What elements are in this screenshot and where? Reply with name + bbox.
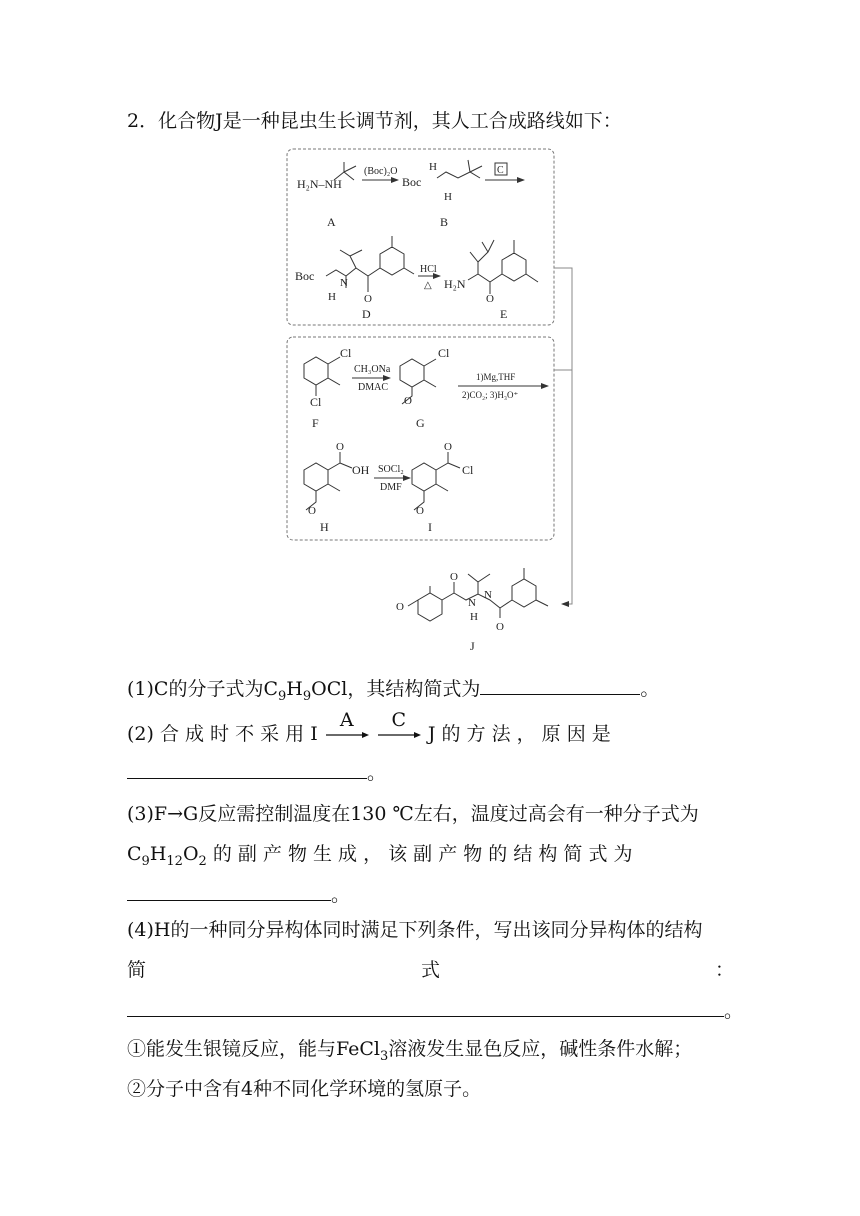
part-4-spread: 简 式 ： (127, 959, 734, 981)
answer-blank-4[interactable] (127, 998, 724, 1017)
part-4: (4)H的一种同分异构体同时满足下列条件，写出该同分异构体的结构 (127, 919, 703, 941)
structure-J (408, 568, 548, 621)
condition-2: ②分子中含有4种不同化学环境的氢原子。 (127, 1078, 482, 1100)
reagent-dmf: DMF (380, 482, 402, 493)
atom-n-J2: N (484, 589, 492, 601)
part-3-answer: 。 (127, 882, 734, 907)
label-I: I (428, 520, 432, 534)
atom-o-I2: O (416, 505, 424, 517)
atom-n-D: N (340, 277, 348, 289)
part-3: (3)F→G反应需控制温度在130 ℃左右，温度过高会有一种分子式为 (127, 803, 699, 825)
atom-o-D: O (364, 293, 372, 305)
atom-o-J1: O (396, 601, 404, 613)
label-D: D (362, 307, 371, 321)
structure-E (468, 240, 538, 294)
question-title: 2．化合物J是一种昆虫生长调节剂，其人工合成路线如下： (127, 110, 622, 132)
atom-cl-F2: Cl (310, 395, 322, 409)
reagent-C: C (497, 165, 504, 176)
reagent-ch3ona: CH₃ONa (354, 364, 391, 375)
label-J: J (470, 639, 475, 653)
part-2: (2) 合 成 时 不 采 用 I A C J 的 方 法 ， 原 因 是 (127, 709, 611, 745)
reagent-boc2o: (Boc)₂O (364, 166, 398, 177)
reagent-socl2: SOCl₂ (378, 464, 404, 475)
arrow-reagent-A: A (324, 722, 370, 746)
structure-I (412, 452, 460, 510)
atom-cl-I: Cl (462, 463, 474, 477)
atom-h-B1: H (429, 161, 437, 173)
reagent-dmac: DMAC (358, 382, 389, 393)
arrow-reagent-C: C (376, 722, 422, 746)
atom-cl-F1: Cl (340, 346, 352, 360)
label-B: B (440, 215, 449, 229)
answer-blank-2[interactable] (127, 760, 367, 779)
part-3-formula: $C_9H_{12}O_2$ 的 副 产 物 生 成 ， 该 副 产 物 的 结 构 简 式 为 (127, 843, 633, 869)
atom-o-H1: O (336, 441, 344, 453)
label-A: A (327, 215, 336, 229)
atom-h2n-E: H₂N (444, 277, 466, 291)
reagent-mg: 1)Mg,THF (476, 372, 516, 382)
atom-o-J3: O (496, 621, 504, 633)
structure-H (304, 452, 352, 510)
answer-blank-1[interactable] (480, 676, 640, 695)
atom-o-H2: O (308, 505, 316, 517)
atom-boc-B: Boc (402, 175, 422, 189)
atom-o-J2: O (450, 571, 458, 583)
label-H: H (320, 520, 329, 534)
reagent-co2: 2)CO₂; 3)H₃O⁺ (462, 390, 519, 400)
label-F: F (312, 416, 319, 430)
part-4-answer: 。 (127, 998, 734, 1023)
atom-o-G: O (404, 395, 412, 407)
atom-h2n-nh: H₂N–NH (297, 177, 342, 191)
condition-1: ①能发生银镜反应，能与FeCl$_3$溶液发生显色反应，碱性条件水解； (127, 1038, 693, 1064)
label-G: G (416, 416, 425, 430)
atom-h-D: H (328, 291, 336, 303)
part-2-answer: 。 (127, 760, 734, 785)
atom-oh-H: OH (352, 463, 370, 477)
label-E: E (500, 307, 508, 321)
structure-B (437, 160, 482, 178)
atom-boc-D: Boc (295, 269, 315, 283)
atom-o-I1: O (444, 441, 452, 453)
atom-h-B2: H (444, 191, 452, 203)
connector-line (554, 268, 572, 604)
atom-h-J: H (470, 611, 478, 623)
atom-cl-G: Cl (438, 346, 450, 360)
structure-F (304, 357, 340, 396)
answer-blank-3[interactable] (127, 882, 331, 901)
reagent-delta: △ (424, 280, 432, 291)
atom-n-J1: N (468, 597, 476, 609)
reagent-hcl: HCl (420, 264, 437, 275)
part-1: (1)C的分子式为$C_9H_9OCl$，其结构简式为 。 (127, 678, 660, 704)
atom-o-E: O (486, 293, 494, 305)
